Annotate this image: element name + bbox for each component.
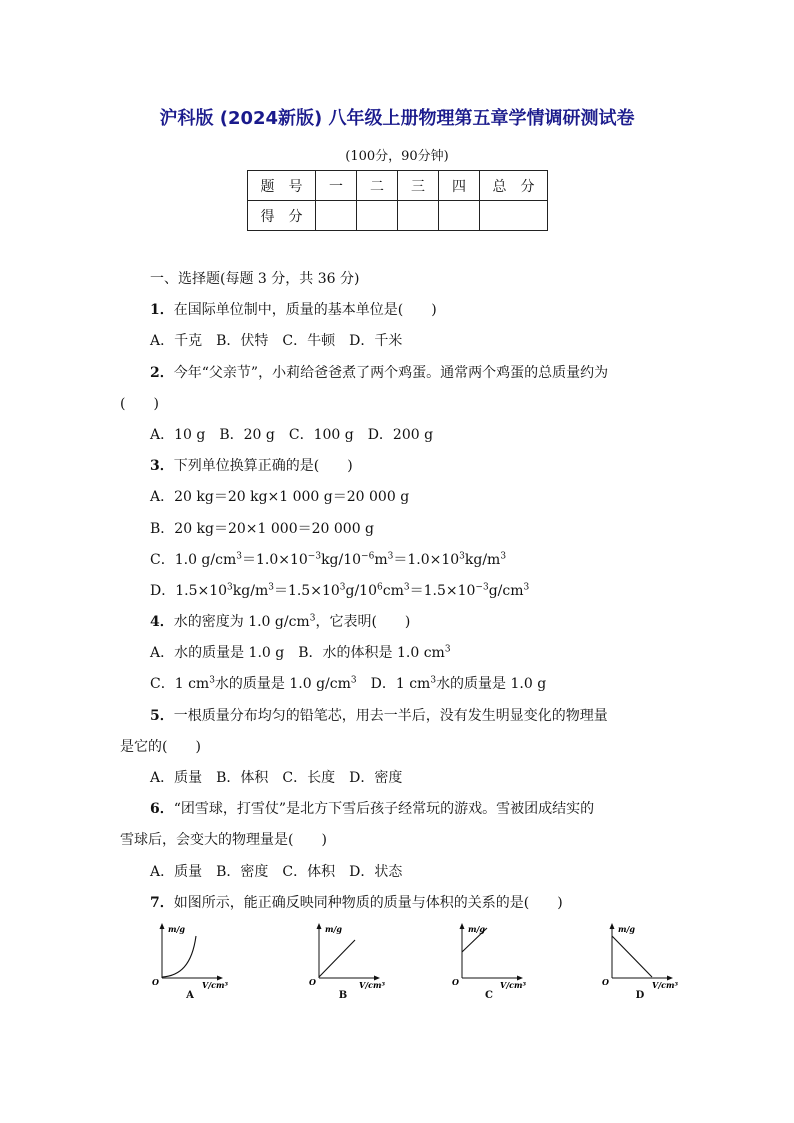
option-label: D (635, 990, 645, 1001)
superscript: 3 (444, 644, 451, 655)
superscript: 3 (339, 582, 346, 593)
score-header-cell: 一 (316, 171, 357, 201)
score-table-score-row (248, 201, 548, 231)
graph-d-plot (600, 920, 700, 990)
question-text: 今年“父亲节”，小莉给爸爸煮了两个鸡蛋。通常两个鸡蛋的总质量约为 (173, 364, 609, 381)
text-segment: kg/m (232, 582, 269, 599)
score-cell[interactable] (398, 201, 439, 231)
question-4 (120, 607, 680, 638)
superscript: 3 (403, 582, 410, 593)
question-3 (120, 451, 680, 482)
question-7 (120, 888, 680, 919)
question-1 (120, 295, 680, 326)
x-axis-label: V/cm³ (652, 980, 678, 990)
y-axis-label: m/g (325, 924, 342, 934)
origin-label: O (152, 977, 159, 987)
text-segment: cm (382, 582, 404, 599)
superscript: 6 (377, 582, 383, 593)
y-axis-label: m/g (168, 924, 185, 934)
question-5 (120, 701, 680, 732)
question-number: 2． (150, 364, 174, 381)
exam-info: (100分，90分钟) (345, 149, 449, 164)
score-table-header-row (248, 171, 548, 201)
text-segment: 水的质量是 1.0 g (436, 676, 547, 693)
score-cell[interactable] (316, 201, 357, 231)
text-segment: D．1.5×10 (150, 582, 228, 599)
score-cell[interactable] (357, 201, 398, 231)
question-list (120, 264, 680, 919)
text-segment: C．1.0 g/cm (150, 551, 237, 568)
question-3-option-a: A．20 kg＝20 kg×1 000 g＝20 000 g (150, 489, 410, 506)
x-axis-label: V/cm³ (202, 980, 228, 990)
question-6 (120, 794, 680, 825)
text-segment: 水的质量是 1.0 g/cm (214, 676, 351, 693)
x-axis-label: V/cm³ (500, 980, 526, 990)
graph-a (150, 920, 250, 1005)
text-segment: ，它表明( ) (315, 614, 411, 631)
superscript: 3 (227, 582, 233, 593)
question-3-option-c (120, 545, 680, 576)
score-header-cell: 题 号 (248, 171, 316, 201)
superscript: 3 (459, 551, 465, 562)
superscript: 3 (209, 675, 215, 686)
option-label: B (338, 990, 348, 1001)
question-number: 5． (150, 707, 174, 724)
superscript: 3 (500, 551, 507, 562)
text-segment: kg/m (464, 551, 501, 568)
graph-a-plot (150, 920, 250, 990)
question-5-continuation: 是它的( ) (120, 738, 201, 755)
y-axis-label: m/g (468, 924, 485, 934)
option-label: C (485, 990, 493, 1001)
origin-label: O (452, 977, 459, 987)
question-4-options-ab (120, 638, 680, 669)
score-header-cell: 四 (439, 171, 480, 201)
score-row-label: 得 分 (248, 201, 316, 231)
superscript: −3 (475, 582, 489, 593)
question-6-continuation: 雪球后，会变大的物理量是( ) (120, 832, 327, 849)
superscript: 3 (387, 551, 394, 562)
question-text: 一根质量分布均匀的铅笔芯，用去一半后，没有发生明显变化的物理量 (173, 707, 608, 724)
text-segment: A．水的质量是 1.0 g B．水的体积是 1.0 cm (150, 645, 445, 662)
superscript: −6 (361, 551, 375, 562)
question-number: 4． (150, 614, 174, 631)
text-segment: ＝1.0×10 (393, 551, 460, 568)
section-heading: 一、选择题(每题 3 分，共 36 分) (150, 271, 360, 287)
text-segment: kg/10 (321, 551, 362, 568)
score-header-cell: 二 (357, 171, 398, 201)
graph-b (303, 920, 403, 1005)
text-segment: ＝1.5×10 (409, 582, 476, 599)
score-cell[interactable] (439, 201, 480, 231)
superscript: −3 (307, 551, 322, 562)
question-3-option-b: B．20 kg＝20×1 000＝20 000 g (150, 520, 375, 537)
page-title: 沪科版 (2024新版) 八年级上册物理第五章学情调研测试卷 (159, 108, 635, 129)
score-table (247, 170, 548, 231)
graph-c (452, 920, 552, 1005)
question-2 (120, 358, 680, 389)
text-segment: 水的密度为 1.0 g/cm (173, 614, 310, 631)
question-text: 在国际单位制中，质量的基本单位是( ) (173, 302, 437, 319)
score-cell[interactable] (480, 201, 548, 231)
question-text: “团雪球，打雪仗”是北方下雪后孩子经常玩的游戏。雪被团成结实的 (173, 801, 595, 818)
question-2-continuation: ( ) (120, 395, 159, 412)
score-header-cell: 三 (398, 171, 439, 201)
text-segment: D．1 cm (356, 676, 431, 693)
graph-options (150, 920, 678, 1010)
graph-d (600, 920, 700, 1005)
question-text: 下列单位换算正确的是( ) (173, 458, 353, 475)
text-segment: g/cm (488, 582, 524, 599)
question-number: 3． (150, 458, 174, 475)
y-axis-label: m/g (618, 924, 635, 934)
graph-c-plot (452, 920, 552, 990)
superscript: 3 (268, 582, 274, 593)
option-label: A (186, 990, 194, 1001)
graph-b-plot (303, 920, 403, 990)
superscript: 3 (309, 613, 316, 624)
question-3-option-d (120, 576, 680, 607)
question-2-options: A．10 g B．20 g C．100 g D．200 g (150, 426, 434, 443)
origin-label: O (602, 977, 609, 987)
score-header-cell: 总 分 (480, 171, 548, 201)
question-1-options: A．千克 B．伏特 C．牛顿 D．千米 (150, 333, 403, 350)
text-segment: C．1 cm (150, 676, 210, 693)
superscript: 3 (350, 675, 357, 686)
x-axis-label: V/cm³ (359, 980, 385, 990)
question-number: 1． (150, 302, 174, 319)
text-segment: ＝1.5×10 (273, 582, 340, 599)
origin-label: O (309, 977, 316, 987)
question-5-options: A．质量 B．体积 C．长度 D．密度 (150, 770, 403, 786)
superscript: 3 (430, 675, 437, 686)
superscript: 3 (523, 582, 530, 593)
question-6-options: A．质量 B．密度 C．体积 D．状态 (150, 863, 403, 880)
question-number: 7． (150, 894, 174, 911)
superscript: 3 (236, 551, 242, 562)
text-segment: ＝1.0×10 (241, 551, 308, 568)
question-number: 6． (150, 801, 174, 818)
question-4-options-cd (120, 669, 680, 700)
text-segment: m (374, 551, 388, 568)
text-segment: g/10 (345, 582, 377, 599)
question-text: 如图所示，能正确反映同种物质的质量与体积的关系的是( ) (173, 894, 563, 911)
